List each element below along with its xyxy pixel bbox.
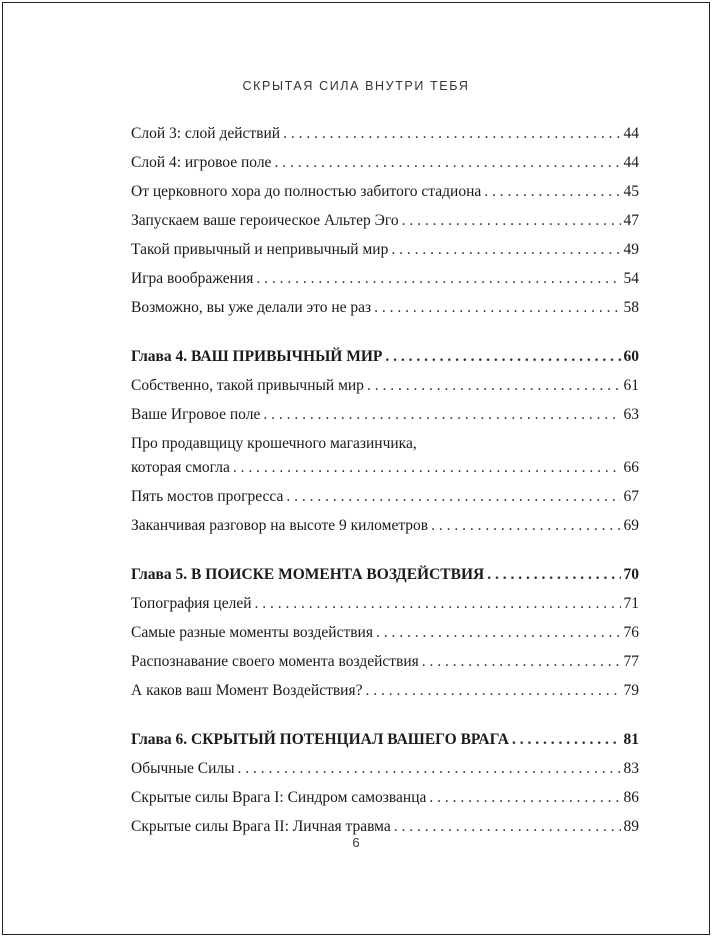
toc-entry-title: Собственно, такой привычный мир [131, 377, 364, 394]
dot-leader [233, 457, 621, 479]
toc-entry[interactable] [131, 680, 639, 709]
toc-entry-page: 89 [623, 818, 639, 835]
toc-entry-page: 49 [623, 241, 639, 258]
toc-entry[interactable] [131, 593, 639, 622]
dot-leader [402, 210, 621, 232]
toc-entry[interactable] [131, 758, 639, 787]
toc-entry-page: 44 [623, 125, 639, 142]
toc-entry[interactable] [131, 486, 639, 515]
chapter-title: Глава 5. В ПОИСКЕ МОМЕНТА ВОЗДЕЙСТВИЯ [131, 566, 485, 583]
toc-entry-title: От церковного хора до полностью забитого стадиона [131, 183, 482, 200]
dot-leader [484, 181, 620, 203]
toc-entry[interactable] [131, 210, 639, 239]
toc-chapter-6[interactable] [131, 729, 639, 758]
toc-entry-page: 45 [623, 183, 639, 200]
dot-leader [255, 593, 621, 615]
section-gap [131, 326, 639, 346]
dot-leader [487, 564, 620, 586]
dot-leader [385, 346, 620, 368]
book-page [2, 2, 710, 935]
toc-entry-title: Такой привычный и непривычный мир [131, 241, 389, 258]
dot-leader [374, 297, 620, 319]
section-gap [131, 544, 639, 564]
toc-entry-title: Слой 4: игровое поле [131, 154, 272, 171]
dot-leader [429, 787, 620, 809]
toc-entry[interactable] [131, 123, 639, 152]
section-gap [131, 709, 639, 729]
toc-entry[interactable] [131, 239, 639, 268]
dot-leader [422, 651, 621, 673]
toc-chapter-4[interactable] [131, 346, 639, 375]
toc-entry-title: Слой 3: слой действий [131, 125, 281, 142]
toc-entry-title: Самые разные моменты воздействия [131, 624, 373, 641]
toc-entry-page: 71 [623, 595, 639, 612]
toc-entry[interactable] [131, 152, 639, 181]
toc-entry[interactable] [131, 181, 639, 210]
toc-entry-title: Обычные Силы [131, 760, 235, 777]
toc-entry-page: 61 [623, 377, 639, 394]
toc-entry-page: 67 [623, 488, 639, 505]
dot-leader [283, 123, 620, 145]
toc-entry-title: А каков ваш Момент Воздействия? [131, 682, 363, 699]
toc-entry-title: Распознавание своего момента воздействия [131, 653, 419, 670]
toc-entry-second-line [131, 457, 639, 486]
toc-entry-title: Пять мостов прогресса [131, 488, 284, 505]
toc-entry-page: 76 [623, 624, 639, 641]
toc-entry[interactable] [131, 787, 639, 816]
toc-entry-title-line1: Про продавщицу крошечного магазинчика, [131, 435, 417, 452]
toc-entry-page: 66 [623, 459, 639, 476]
dot-leader [263, 404, 620, 426]
dot-leader [256, 268, 620, 290]
toc-entry-title: Скрытые силы Врага I: Синдром самозванца [131, 789, 427, 806]
toc-entry[interactable] [131, 651, 639, 680]
toc-entry-page: 58 [623, 299, 639, 316]
toc-entry[interactable] [131, 622, 639, 651]
dot-leader [512, 729, 621, 751]
toc-entry-page: 83 [623, 760, 639, 777]
toc-entry-title: Игра воображения [131, 270, 254, 287]
toc-entry-page: 63 [623, 406, 639, 423]
chapter-title: Глава 6. СКРЫТЫЙ ПОТЕНЦИАЛ ВАШЕГО ВРАГА [131, 731, 509, 748]
chapter-page: 60 [623, 348, 639, 365]
toc-entry-page: 54 [623, 270, 639, 287]
dot-leader [366, 680, 621, 702]
dot-leader [274, 152, 620, 174]
toc-entry-title: Возможно, вы уже делали это не раз [131, 299, 372, 316]
page-number: 6 [352, 835, 360, 850]
toc-entry-title: Запускаем ваше героическое Альтер Эго [131, 212, 399, 229]
toc-entry-title-line2: которая смогла [131, 459, 230, 476]
toc-entry[interactable] [131, 375, 639, 404]
toc-entry-multiline[interactable] [131, 433, 639, 486]
toc-entry[interactable] [131, 268, 639, 297]
dot-leader [376, 622, 621, 644]
chapter-page: 81 [623, 731, 639, 748]
toc-entry-title: Заканчивая разговор на высоте 9 километров [131, 517, 429, 534]
toc-entry[interactable] [131, 404, 639, 433]
dot-leader [391, 239, 620, 261]
chapter-page: 70 [623, 566, 639, 583]
dot-leader [238, 758, 621, 780]
table-of-contents [131, 123, 639, 845]
toc-entry[interactable] [131, 515, 639, 544]
toc-chapter-5[interactable] [131, 564, 639, 593]
dot-leader [367, 375, 621, 397]
toc-entry-page: 47 [623, 212, 639, 229]
toc-entry-title: Топография целей [131, 595, 252, 612]
dot-leader [286, 486, 620, 508]
toc-entry-title: Ваше Игровое поле [131, 406, 261, 423]
toc-entry-page: 44 [623, 154, 639, 171]
toc-entry-page: 69 [623, 517, 639, 534]
toc-entry-page: 86 [623, 789, 639, 806]
dot-leader [431, 515, 620, 537]
toc-entry-page: 77 [623, 653, 639, 670]
running-head: СКРЫТАЯ СИЛА ВНУТРИ ТЕБЯ [242, 79, 470, 93]
chapter-title: Глава 4. ВАШ ПРИВЫЧНЫЙ МИР [131, 348, 383, 365]
toc-entry-page: 79 [623, 682, 639, 699]
toc-entry-title: Скрытые силы Врага II: Личная травма [131, 818, 391, 835]
toc-entry[interactable] [131, 297, 639, 326]
